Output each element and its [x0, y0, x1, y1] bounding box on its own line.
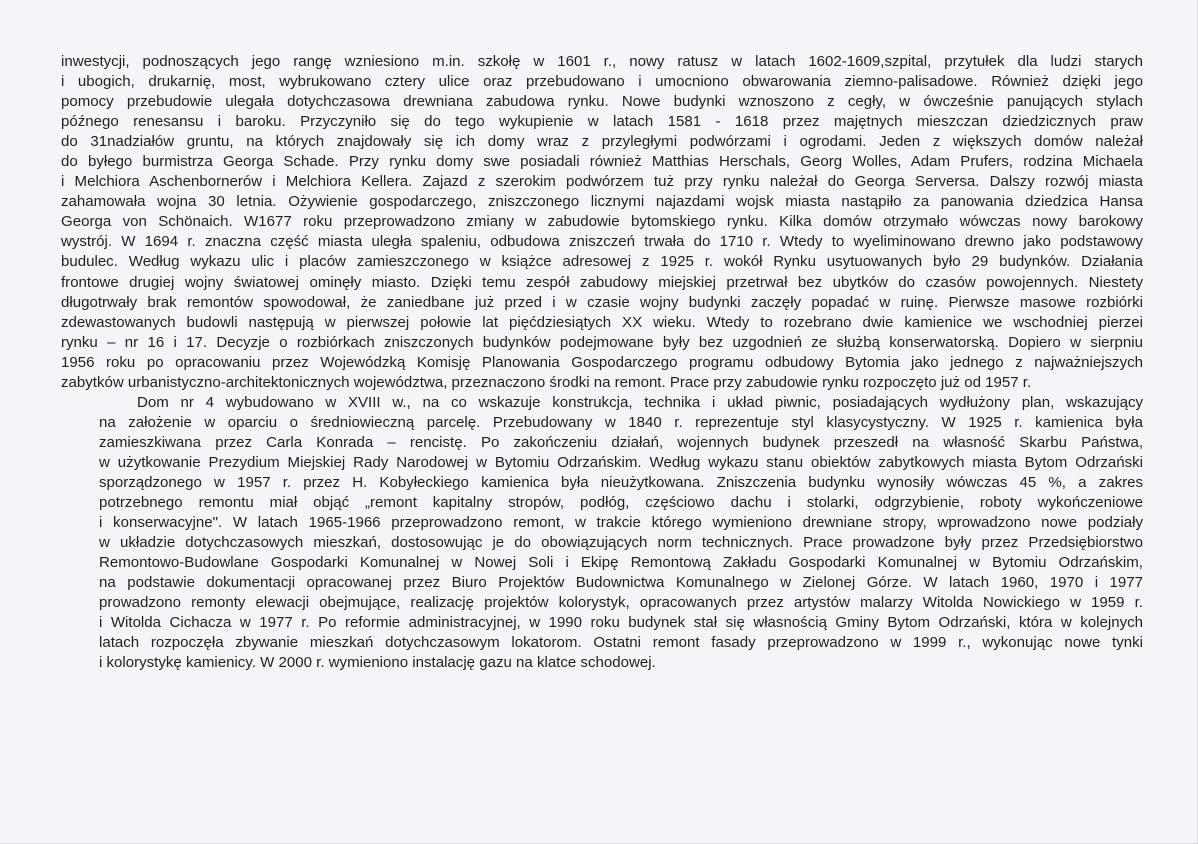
paragraph — [61, 393, 1143, 674]
text-line: na podstawie dokumentacji opracowanej przez Biuro Projektów Budownictwa Komunalnego w Zielonej Górze. W latach 1960, 1970 i 1977 — [99, 574, 1143, 592]
text-line: sporządzonego w 1957 r. przez H. Kobyłeckiego kamienica była nieużytkowana. Zniszczenia budynku wynosiły wówczas 45 %, a zakres — [99, 473, 1143, 491]
text-line: latach rozpoczęła zbywanie mieszkań dotychczasowym lokatorom. Ostatni remont fasady przeprowadzono w 1999 r., wykonując nowe tynki — [99, 634, 1143, 652]
paragraph — [61, 52, 1143, 393]
text-line: Remontowo-Budowlane Gospodarki Komunalnej w Nowej Soli i Ekipę Remontową Zakładu Gospodarki Komunalnej w Bytomiu Odrzańskim, — [99, 554, 1143, 572]
text-line: inwestycji, podnoszących jego rangę wzniesiono m.in. szkołę w 1601 r., nowy ratusz w latach 1602-1609,szpital, przytułek dla ludzi starych — [61, 53, 1143, 70]
text-line: pomocy przebudowie ulegała dotychczasowa drewniana zabudowa rynku. Nowe budynki wznoszono z cegły, w ówcześnie panujących stylach — [61, 93, 1143, 111]
text-line: do 31nadziałów gruntu, na których znajdowały się ich domy wraz z przyległymi podwórzami i ogrodami. Jeden z większych domów należał — [61, 133, 1143, 151]
text-line: Dom nr 4 wybudowano w XVIII w., na co wskazuje konstrukcja, technika i układ piwnic, posiadających wydłużony plan, wskazujący — [137, 393, 1143, 411]
text-line: i kolorystykę kamienicy. W 2000 r. wymieniono instalację gazu na klatce schodowej. — [99, 654, 656, 672]
text-line: 1956 roku po opracowaniu przez Wojewódzką Komisję Planowania Gospodarczego programu odbudowy Bytomia jako jednego z najważniejszych — [61, 353, 1143, 371]
text-line: zamieszkiwana przez Carla Konrada – rencistę. Po zakończeniu działań, wojennych budynek przeszedł na własność Skarbu Państwa, — [99, 433, 1143, 451]
text-line: zahamowała wojna 30 letnia. Ożywienie gospodarczego, zniszczonego licznymi najazdami wojsk miasta nastąpiło za panowania dziedzica Hansa — [61, 193, 1143, 211]
text-line: wystrój. W 1694 r. znaczna część miasta uległa spaleniu, odbudowa zniszczeń trwała do 1710 r. Wtedy to wyeliminowano drewno jako podstawowy — [61, 233, 1143, 251]
text-line: i Witolda Cichacza w 1977 r. Po reformie administracyjnej, w 1990 roku budynek stał się własnością Gminy Bytom Odrzański, która w kolejnych — [99, 614, 1143, 632]
text-line: rynku – nr 16 i 17. Decyzje o rozbiórkach zniszczonych budynków podejmowane były bez uzgodnień ze służbą konserwatorską. Dopiero w sierpniu — [61, 333, 1143, 351]
text-line: i Melchiora Aschenbornerów i Melchiora Kellera. Zajazd z szerokim podwórzem tuż przy rynku należał do Georga Serversa. Dalszy rozwój miasta — [61, 173, 1143, 191]
document-body — [61, 52, 1143, 673]
text-line: zdewastowanych budowli następują w pierwszej połowie lat pięćdziesiątych XX wieku. Wtedy to rozebrano dwie kamienice we wschodniej pierzei — [61, 313, 1143, 331]
text-line: na założenie w oparciu o średniowieczną parcelę. Przebudowany w 1840 r. reprezentuje styl klasycystyczny. W 1925 r. kamienica była — [99, 413, 1143, 431]
text-line: prowadzono remonty elewacji obejmujące, realizację projektów kolorystyk, opracowanych przez artystów malarzy Witolda Nowickiego w 1959 r. — [99, 594, 1143, 612]
text-line: późnego renesansu i baroku. Przyczyniło się do tego wykupienie w latach 1581 - 1618 przez majętnych mieszczan dziedzicznych praw — [61, 113, 1143, 131]
text-line: zabytków urbanistyczno-architektonicznych województwa, przeznaczono środki na remont. Prace przy zabudowie rynku rozpoczęto już od 1957 r. — [61, 373, 1032, 391]
text-line: w układzie dotychczasowych mieszkań, dostosowując je do obowiązujących norm technicznych. Prace prowadzone były przez Przedsiębiorstwo — [99, 534, 1143, 552]
text-line: budulec. Według wykazu ulic i placów zamieszczonego w książce adresowej z 1925 r. wokół Rynku usytuowanych było 29 budynków. Działania — [61, 253, 1143, 271]
text-line: i ubogich, drukarnię, most, wybrukowano cztery ulice oraz przebudowano i umocniono obwarowania ziemno-palisadowe. Również dzięki jego — [61, 73, 1143, 91]
text-line: Georga von Schönaich. W1677 roku przeprowadzono zmiany w zabudowie bytomskiego rynku. Kilka domów otrzymało wówczas nowy barokowy — [61, 213, 1143, 231]
text-line: w użytkowanie Prezydium Miejskiej Rady Narodowej w Bytomiu Odrzańskim. Według wykazu stanu obiektów zabytkowych miasta Bytom Odrzański — [99, 453, 1143, 471]
text-line: długotrwały brak remontów spowodował, że zaniedbane już przed i w czasie wojny budynki zaczęły popadać w ruinę. Pierwsze masowe rozbiórki — [61, 293, 1143, 311]
text-line: frontowe drugiej wojny światowej ominęły miasto. Dzięki temu zespół zabudowy miejskiej przetrwał bez ubytków do czasów powojennych. Niestety — [61, 273, 1143, 291]
text-line: potrzebnego remontu miał objąć „remont kapitalny stropów, podłóg, częściowo dachu i stolarki, odgrzybienie, roboty wykończeniowe — [99, 494, 1143, 512]
text-line: do byłego burmistrza Georga Schade. Przy rynku domy swe posiadali również Matthias Herschals, Georg Wolles, Adam Prufers, rodzina Michaela — [61, 153, 1143, 171]
text-line: i konserwacyjne". W latach 1965-1966 przeprowadzono remont, w trakcie którego wymieniono drewniane stropy, wprowadzono nowe podziały — [99, 514, 1143, 532]
